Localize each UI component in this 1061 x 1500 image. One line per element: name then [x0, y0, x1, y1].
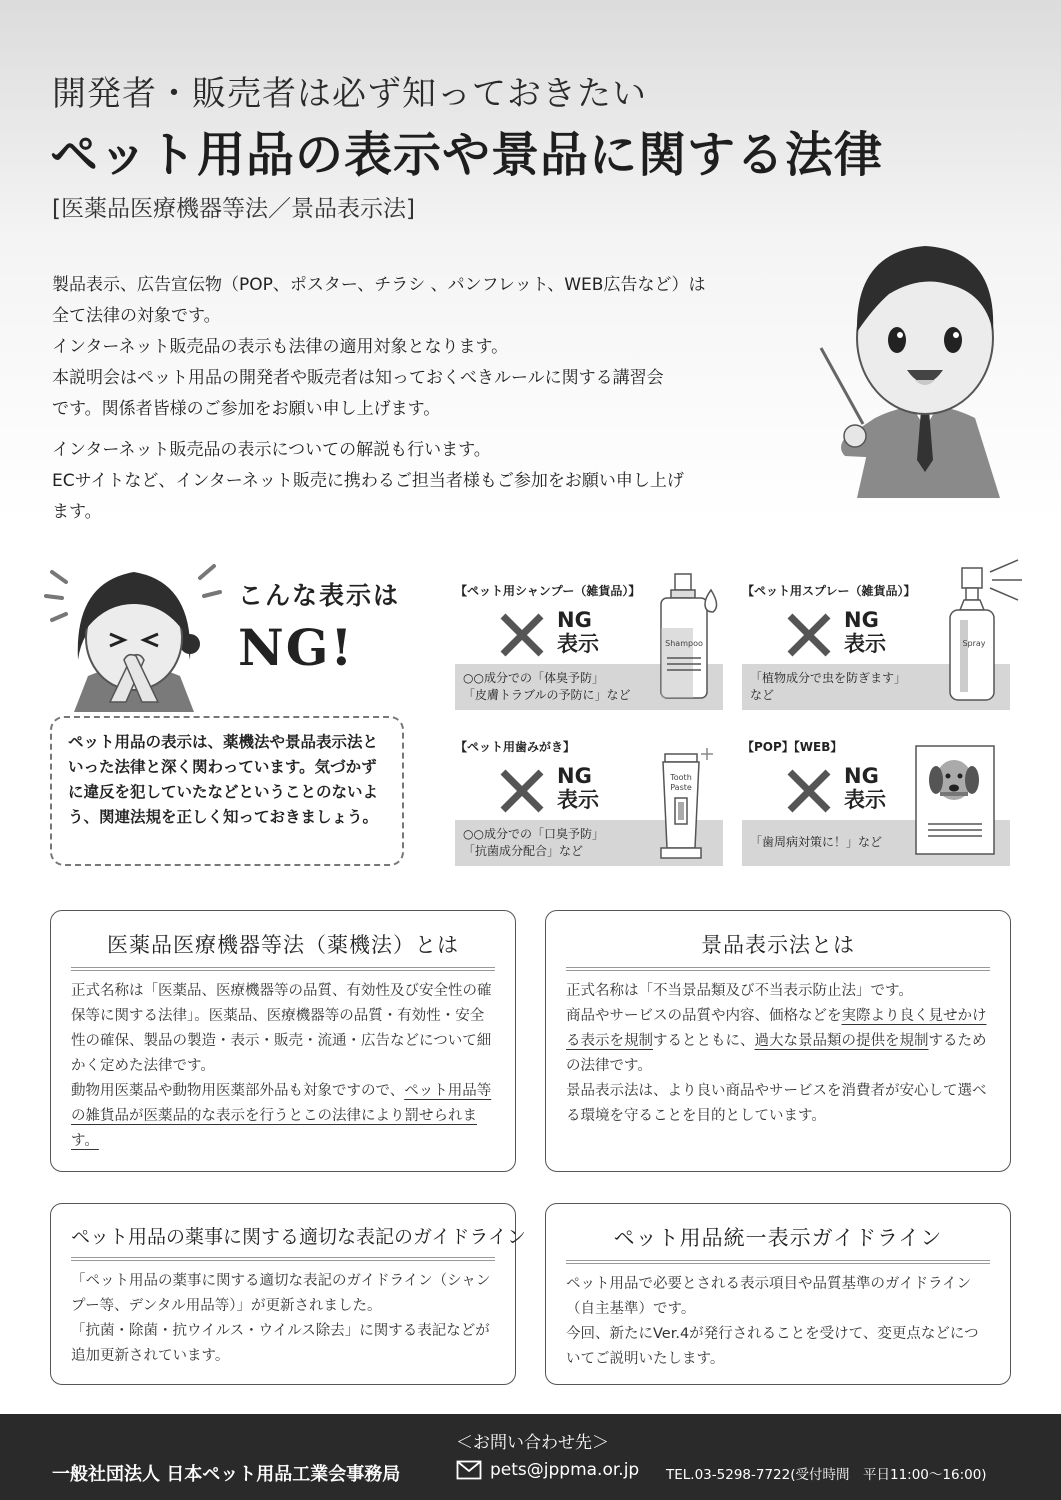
- laws-caption: [医薬品医療機器等法／景品表示法]: [52, 196, 415, 222]
- presenter-illustration: [815, 228, 1025, 498]
- ng-example-category: 【ペット用歯みがき】: [455, 740, 576, 754]
- ng-badge: NG 表示: [844, 608, 886, 656]
- ng-badge: NG 表示: [844, 764, 886, 812]
- info-box-keihyo: [545, 910, 1011, 1172]
- cross-icon: [786, 768, 832, 814]
- footer: [0, 1414, 1061, 1500]
- intro-line: インターネット販売品の表示も法律の適用対象となります。: [52, 337, 509, 357]
- info-box-text: 動物用医薬品や動物用医薬部外品も対象ですので、ペット用品等の雑貨品が医薬品的な表示を行うとこの法律により罰せられます。: [71, 1083, 492, 1149]
- ng-heading: [238, 576, 400, 677]
- toothpaste-tube-icon: [655, 740, 721, 864]
- contact-label: ＜お問い合わせ先＞: [456, 1433, 609, 1453]
- ng-example-category: 【ペット用スプレー（雑貨品）】: [742, 584, 916, 598]
- svg-text:Spray: Spray: [962, 639, 986, 648]
- intro-line: 製品表示、広告宣伝物（POP、ポスター、チラシ 、パンフレット、WEB広告など）は: [52, 275, 706, 295]
- ng-example-spray: [742, 582, 1010, 712]
- svg-text:Shampoo: Shampoo: [665, 639, 703, 648]
- intro-line: ECサイトなど、インターネット販売に携わるご担当者様もご参加をお願い申し上げ: [52, 471, 684, 491]
- page-title: ペット用品の表示や景品に関する法律: [50, 127, 884, 183]
- ng-example-category: 【ペット用シャンプー（雑貨品）】: [455, 584, 641, 598]
- contact-tel: TEL.03-5298-7722(受付時間 平日11:00〜16:00): [666, 1467, 987, 1483]
- ng-example-category: 【POP】【WEB】: [742, 740, 843, 754]
- intro-text: [52, 270, 822, 528]
- info-box-text: 「ペット用品の薬事に関する適切な表記のガイドライン（シャンプー等、デンタル用品等）」が更新されました。: [71, 1273, 491, 1314]
- ng-badge: NG 表示: [557, 764, 599, 812]
- ng-example-toothpaste: [455, 738, 723, 868]
- info-box-title: ペット用品統一表示ガイドライン: [566, 1222, 990, 1264]
- worried-woman-illustration: [44, 552, 224, 712]
- info-box-title: 医薬品医療機器等法（薬機法）とは: [71, 929, 495, 971]
- info-box-text: 「抗菌・除菌・抗ウイルス・ウイルス除去」に関する表記などが追加更新されています。: [71, 1323, 490, 1364]
- ng-example-text: ○○成分での「口臭予防」 「抗菌成分配合」など: [455, 820, 723, 866]
- info-box-text: 景品表示法は、より良い商品やサービスを消費者が安心して選べる環境を守ることを目的としています。: [566, 1083, 987, 1124]
- organization-name: 一般社団法人 日本ペット用品工業会事務局: [52, 1464, 401, 1485]
- ng-badge: NG 表示: [557, 608, 599, 656]
- ng-note-box: [50, 716, 404, 866]
- cross-icon: [499, 768, 545, 814]
- svg-text:Paste: Paste: [670, 783, 692, 792]
- ng-note-text: ペット用品の表示は、薬機法や景品表示法といった法律と深く関わっています。気づかずに違反を犯していたなどということのないよう、関連法規を正しく知っておきましょう。: [68, 733, 379, 826]
- intro-line: ます。: [52, 502, 102, 522]
- info-box-text: 正式名称は「不当景品類及び不当表示防止法」です。: [566, 983, 913, 999]
- intro-line: 本説明会はペット用品の開発者や販売者は知っておくべきルールに関する講習会: [52, 368, 664, 388]
- ng-example-text: 「植物成分で虫を防ぎます」 など: [742, 664, 1010, 710]
- info-box-guideline: [50, 1203, 526, 1385]
- cross-icon: [786, 612, 832, 658]
- info-box-text: 正式名称は「医薬品、医療機器等の品質、有効性及び安全性の確保等に関する法律」。医薬品、医療機器等の品質・有効性・安全性の確保、製品の製造・表示・販売・流通・広告などについて細かく定めた法律です。: [71, 983, 492, 1074]
- info-box-title: ペット用品の薬事に関する適切な表記のガイドライン: [71, 1222, 495, 1261]
- shampoo-bottle-icon: [655, 572, 721, 702]
- info-box-unified-guideline: [545, 1203, 1011, 1385]
- intro-line: 全て法律の対象です。: [52, 306, 221, 326]
- ng-heading-line1: こんな表示は: [238, 581, 401, 610]
- svg-text:Tooth: Tooth: [670, 773, 692, 782]
- info-box-text: 商品やサービスの品質や内容、価格などを実際より良く見せかける表示を規制するとともに、過大な景品類の提供を規制するための法律です。: [566, 1008, 987, 1074]
- info-box-text: 今回、新たにVer.4が発行されることを受けて、変更点などについてご説明いたします。: [566, 1326, 979, 1367]
- mail-icon: [456, 1460, 482, 1480]
- ng-example-pop-web: [742, 738, 1010, 868]
- spray-bottle-icon: [942, 556, 1026, 704]
- header-subtitle: 開発者・販売者は必ず知っておきたい: [52, 74, 647, 114]
- info-box-title: 景品表示法とは: [566, 929, 990, 971]
- intro-line: インターネット販売品の表示についての解説も行います。: [52, 440, 491, 460]
- ng-example-text: ○○成分での「体臭予防」 「皮膚トラブルの予防に」など: [455, 664, 723, 710]
- intro-line: です。関係者皆様のご参加をお願い申し上げます。: [52, 399, 441, 419]
- ng-example-text: 「歯周病対策に！」など: [742, 820, 1010, 866]
- ng-heading-line2: NG!: [238, 618, 355, 677]
- info-box-text: ペット用品で必要とされる表示項目や品質基準のガイドライン（自主基準）です。: [566, 1276, 972, 1317]
- ng-example-shampoo: [455, 582, 723, 712]
- info-box-yakki: [50, 910, 516, 1172]
- poster-dog-icon: [914, 744, 996, 856]
- contact-email[interactable]: pets@jppma.or.jp: [490, 1460, 640, 1480]
- cross-icon: [499, 612, 545, 658]
